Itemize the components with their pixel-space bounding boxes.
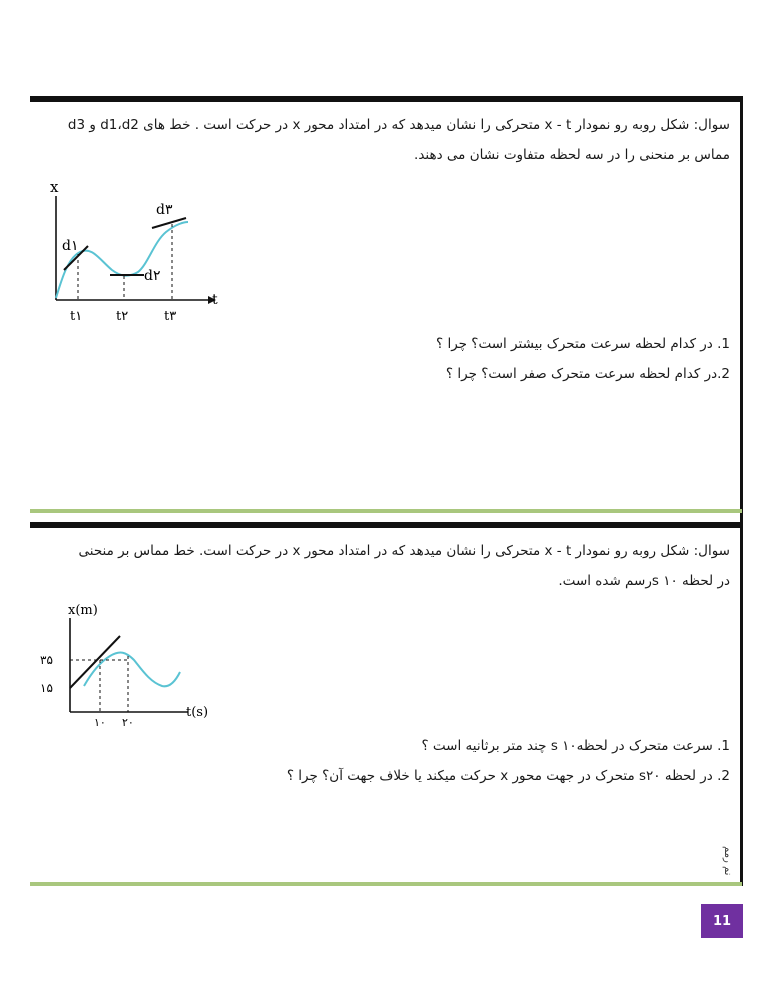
q1-tick-t2: t۲ [116,309,129,324]
q1-y-label: x [50,178,59,196]
q1-item-2: 2.در کدام لحظه سرعت متحرک صفر است؟ چرا ؟ [445,366,730,382]
q2-xt-graph [38,600,228,730]
q2-ytick-15: ۱۵ [40,681,53,695]
q2-prompt-line2: در لحظه ۱۰ sرسم شده است. [558,573,730,589]
right-border [740,96,743,886]
q1-label-d2: d۲ [144,268,161,284]
page-number: 11 [701,904,743,938]
q2-bottom-divider [30,882,742,886]
q1-xt-graph [40,178,230,328]
q1-tick-t3: t۳ [164,309,177,324]
q1-bottom-divider [30,509,742,513]
q1-x-label: t [212,292,218,308]
q2-prompt-line1: سوال: شکل روبه رو نمودار x - t متحرکی را نشان میدهد که در امتداد محور x در حرکت است. خط مماس بر منحنی [78,543,730,559]
q1-label-d3: d۳ [156,202,173,218]
q2-item-2: 2. در لحظه s۲۰ متحرک در جهت محور x حرکت میکند یا خلاف جهت آن؟ چرا ؟ [286,768,730,784]
q1-curve [56,222,188,298]
q2-prompt [30,536,730,596]
q2-tangent [70,636,120,688]
q1-label-d1: d۱ [62,238,79,254]
q1-tick-t1: t۱ [70,309,83,324]
q2-top-bar [30,522,742,528]
q1-item-1: 1. در کدام لحظه سرعت متحرک بیشتر است؟ چرا ؟ [435,336,730,352]
q2-ytick-35: ۳۵ [40,653,53,667]
q2-y-label: x(m) [68,603,98,618]
q2-x-label: t(s) [186,705,209,720]
q1-prompt-line2: مماس بر منحنی را در سه لحظه متفاوت نشان می دهند. [414,147,730,163]
q1-top-bar [30,96,742,102]
q1-prompt-line1: سوال: شکل روبه رو نمودار x - t متحرکی را نشان میدهد که در امتداد محور x در حرکت است . خط های d1،d2 و d3 [67,117,730,133]
q1-prompt [30,110,730,170]
q2-xtick-10: ۱۰ [94,716,106,729]
margin-mark: نم رمم [722,846,733,876]
q2-item-1: 1. سرعت متحرک در لحظهs ۱۰ چند متر برثانیه است ؟ [421,738,730,754]
q2-xtick-20: ۲۰ [122,716,134,729]
